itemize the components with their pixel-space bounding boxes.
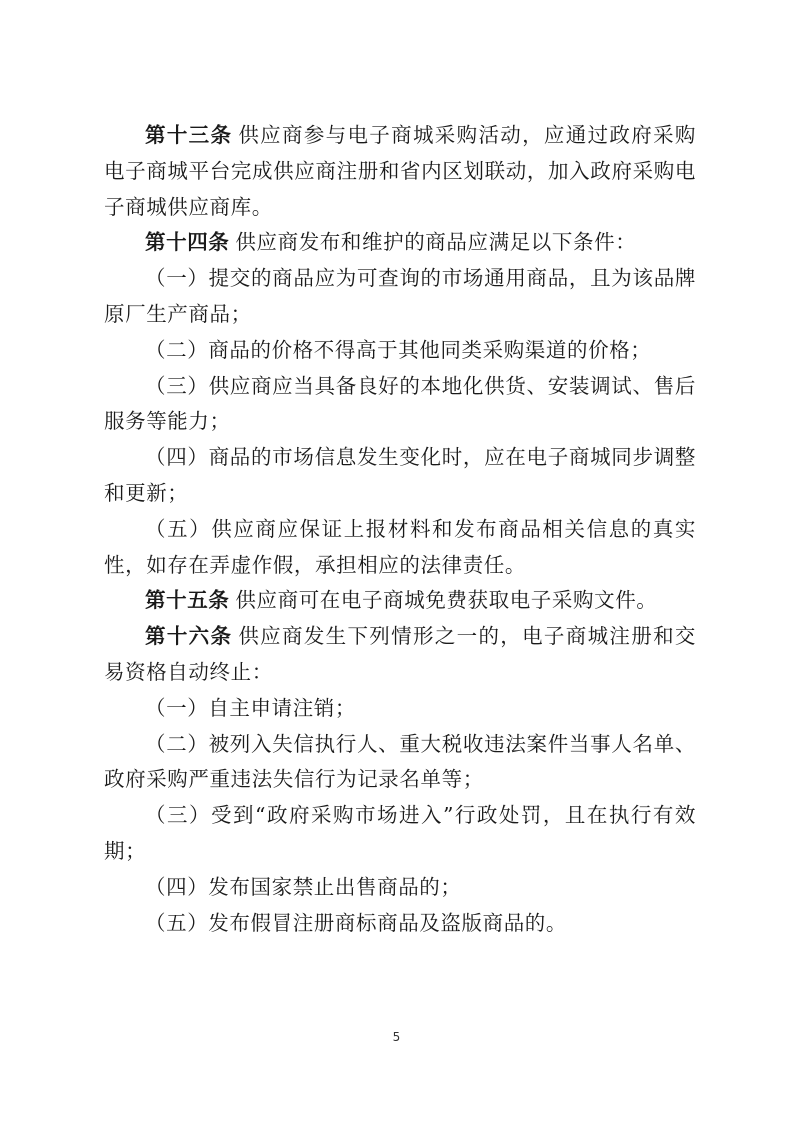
paragraph-text: （二）被列入失信执行人、重大税收违法案件当事人名单、政府采购严重违法失信行为记录名单等； [104, 731, 696, 792]
paragraph-text: 供应商发布和维护的商品应满足以下条件： [235, 230, 637, 255]
list-item [104, 870, 696, 906]
body-text [104, 118, 696, 941]
paragraph-text: （一）提交的商品应为可查询的市场通用商品，且为该品牌原厂生产商品； [104, 266, 696, 326]
article-heading: 第十三条 [145, 123, 233, 147]
page-number: 5 [392, 1030, 401, 1044]
paragraph-article-14 [104, 225, 696, 261]
article-heading: 第十四条 [145, 230, 230, 255]
list-item [104, 261, 696, 333]
paragraph-text: （三）受到“政府采购市场进入”行政处罚，且在执行有效期； [104, 803, 696, 863]
paragraph-text: （四）发布国家禁止出售商品的； [145, 874, 462, 899]
paragraph-article-16 [104, 619, 696, 691]
paragraph-article-15 [104, 583, 696, 619]
paragraph-text: （三）供应商应当具备良好的本地化供货、安装调试、售后服务等能力； [104, 373, 696, 434]
paragraph-text: （二）商品的价格不得高于其他同类采购渠道的价格； [145, 337, 652, 362]
list-item [104, 798, 696, 870]
list-item [104, 333, 696, 369]
article-heading: 第十五条 [145, 588, 230, 613]
paragraph-text: 供应商可在电子商城免费获取电子采购文件。 [235, 588, 658, 613]
list-item [104, 727, 696, 799]
list-item [104, 440, 696, 512]
list-item [104, 369, 696, 441]
list-item [104, 691, 696, 727]
paragraph-text: （五）发布假冒注册商标商品及盗版商品的。 [145, 910, 567, 935]
paragraph-article-13 [104, 118, 696, 225]
paragraph-text: （一）自主申请注销； [145, 695, 356, 720]
paragraph-text: 供应商发生下列情形之一的，电子商城注册和交易资格自动终止： [104, 624, 696, 684]
paragraph-text: 供应商参与电子商城采购活动，应通过政府采购电子商城平台完成供应商注册和省内区划联动，加入政府采购电子商城供应商库。 [104, 123, 696, 219]
paragraph-text: （五）供应商应保证上报材料和发布商品相关信息的真实性，如存在弄虚作假，承担相应的法律责任。 [104, 516, 696, 577]
article-heading: 第十六条 [145, 624, 233, 649]
list-item [104, 906, 696, 942]
paragraph-text: （四）商品的市场信息发生变化时，应在电子商城同步调整和更新； [104, 445, 696, 505]
list-item [104, 512, 696, 584]
